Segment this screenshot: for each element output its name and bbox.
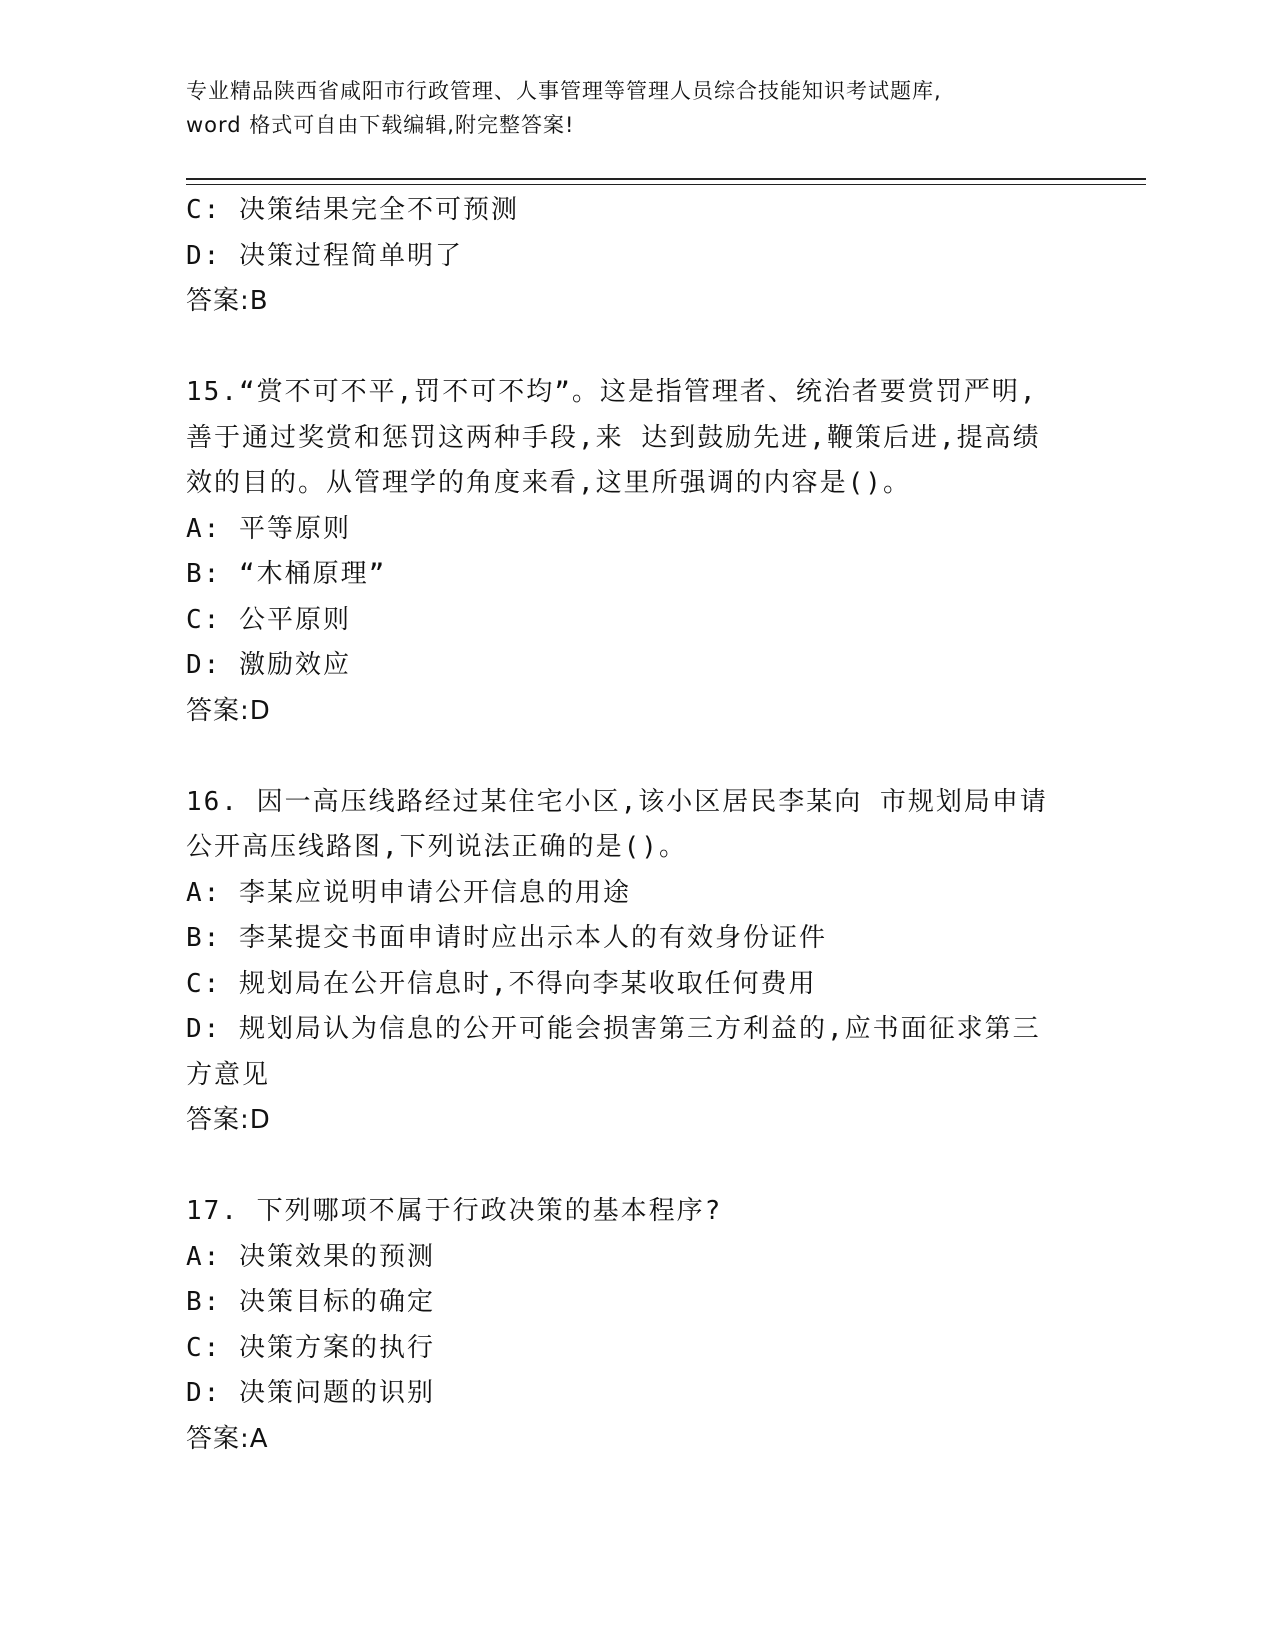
prev-question — [186, 188, 1086, 325]
q15-stem-line-1: 15.“赏不可不平,罚不可不均”。这是指管理者、统治者要赏罚严明, — [186, 377, 1038, 407]
q16-stem-line-1: 16. 因一高压线路经过某住宅小区,该小区居民李某向 市规划局申请 — [186, 786, 1048, 817]
q16-option-c: C: 规划局在公开信息时,不得向李某收取任何费用 — [186, 968, 817, 999]
question-16 — [186, 780, 1086, 1144]
q15-stem-line-3: 效的目的。从管理学的角度来看,这里所强调的内容是()。 — [186, 468, 911, 498]
q16-option-a: A: 李某应说明申请公开信息的用途 — [186, 877, 631, 908]
q16-option-d-line-1: D: 规划局认为信息的公开可能会损害第三方利益的,应书面征求第三 — [186, 1014, 1041, 1044]
q15-option-c: C: 公平原则 — [186, 604, 351, 635]
q16-option-d-line-2: 方意见 — [186, 1059, 271, 1090]
header-divider-thin — [186, 184, 1146, 185]
q15-option-a: A: 平等原则 — [186, 513, 351, 544]
q17-answer: 答案:A — [186, 1423, 269, 1454]
question-17 — [186, 1189, 1086, 1462]
q17-option-a: A: 决策效果的预测 — [186, 1241, 435, 1272]
page-header — [186, 74, 1086, 142]
q16-answer: 答案:D — [186, 1105, 271, 1135]
prev-option-d: D: 决策过程简单明了 — [186, 240, 463, 271]
q15-stem-line-2: 善于通过奖赏和惩罚这两种手段,来 达到鼓励先进,鞭策后进,提高绩 — [186, 422, 1041, 453]
q16-stem-line-2: 公开高压线路图,下列说法正确的是()。 — [186, 832, 687, 862]
q15-option-d: D: 激励效应 — [186, 650, 351, 680]
header-line-2: word 格式可自由下载编辑,附完整答案! — [186, 113, 575, 137]
prev-answer: 答案:B — [186, 286, 269, 316]
spacer — [186, 325, 1086, 371]
header-divider-thick — [186, 178, 1146, 180]
q17-option-b: B: 决策目标的确定 — [186, 1287, 435, 1317]
question-15 — [186, 370, 1086, 734]
prev-option-c: C: 决策结果完全不可预测 — [186, 195, 519, 225]
q15-option-b: B: “木桶原理” — [186, 559, 387, 589]
question-content — [186, 188, 1086, 1462]
spacer — [186, 1144, 1086, 1190]
q15-answer: 答案:D — [186, 695, 271, 726]
q17-option-d: D: 决策问题的识别 — [186, 1378, 435, 1408]
header-line-1: 专业精品陕西省咸阳市行政管理、人事管理等管理人员综合技能知识考试题库, — [186, 79, 942, 103]
q16-option-b: B: 李某提交书面申请时应出示本人的有效身份证件 — [186, 923, 827, 953]
q17-stem: 17. 下列哪项不属于行政决策的基本程序? — [186, 1196, 723, 1226]
q17-option-c: C: 决策方案的执行 — [186, 1332, 435, 1363]
spacer — [186, 734, 1086, 780]
